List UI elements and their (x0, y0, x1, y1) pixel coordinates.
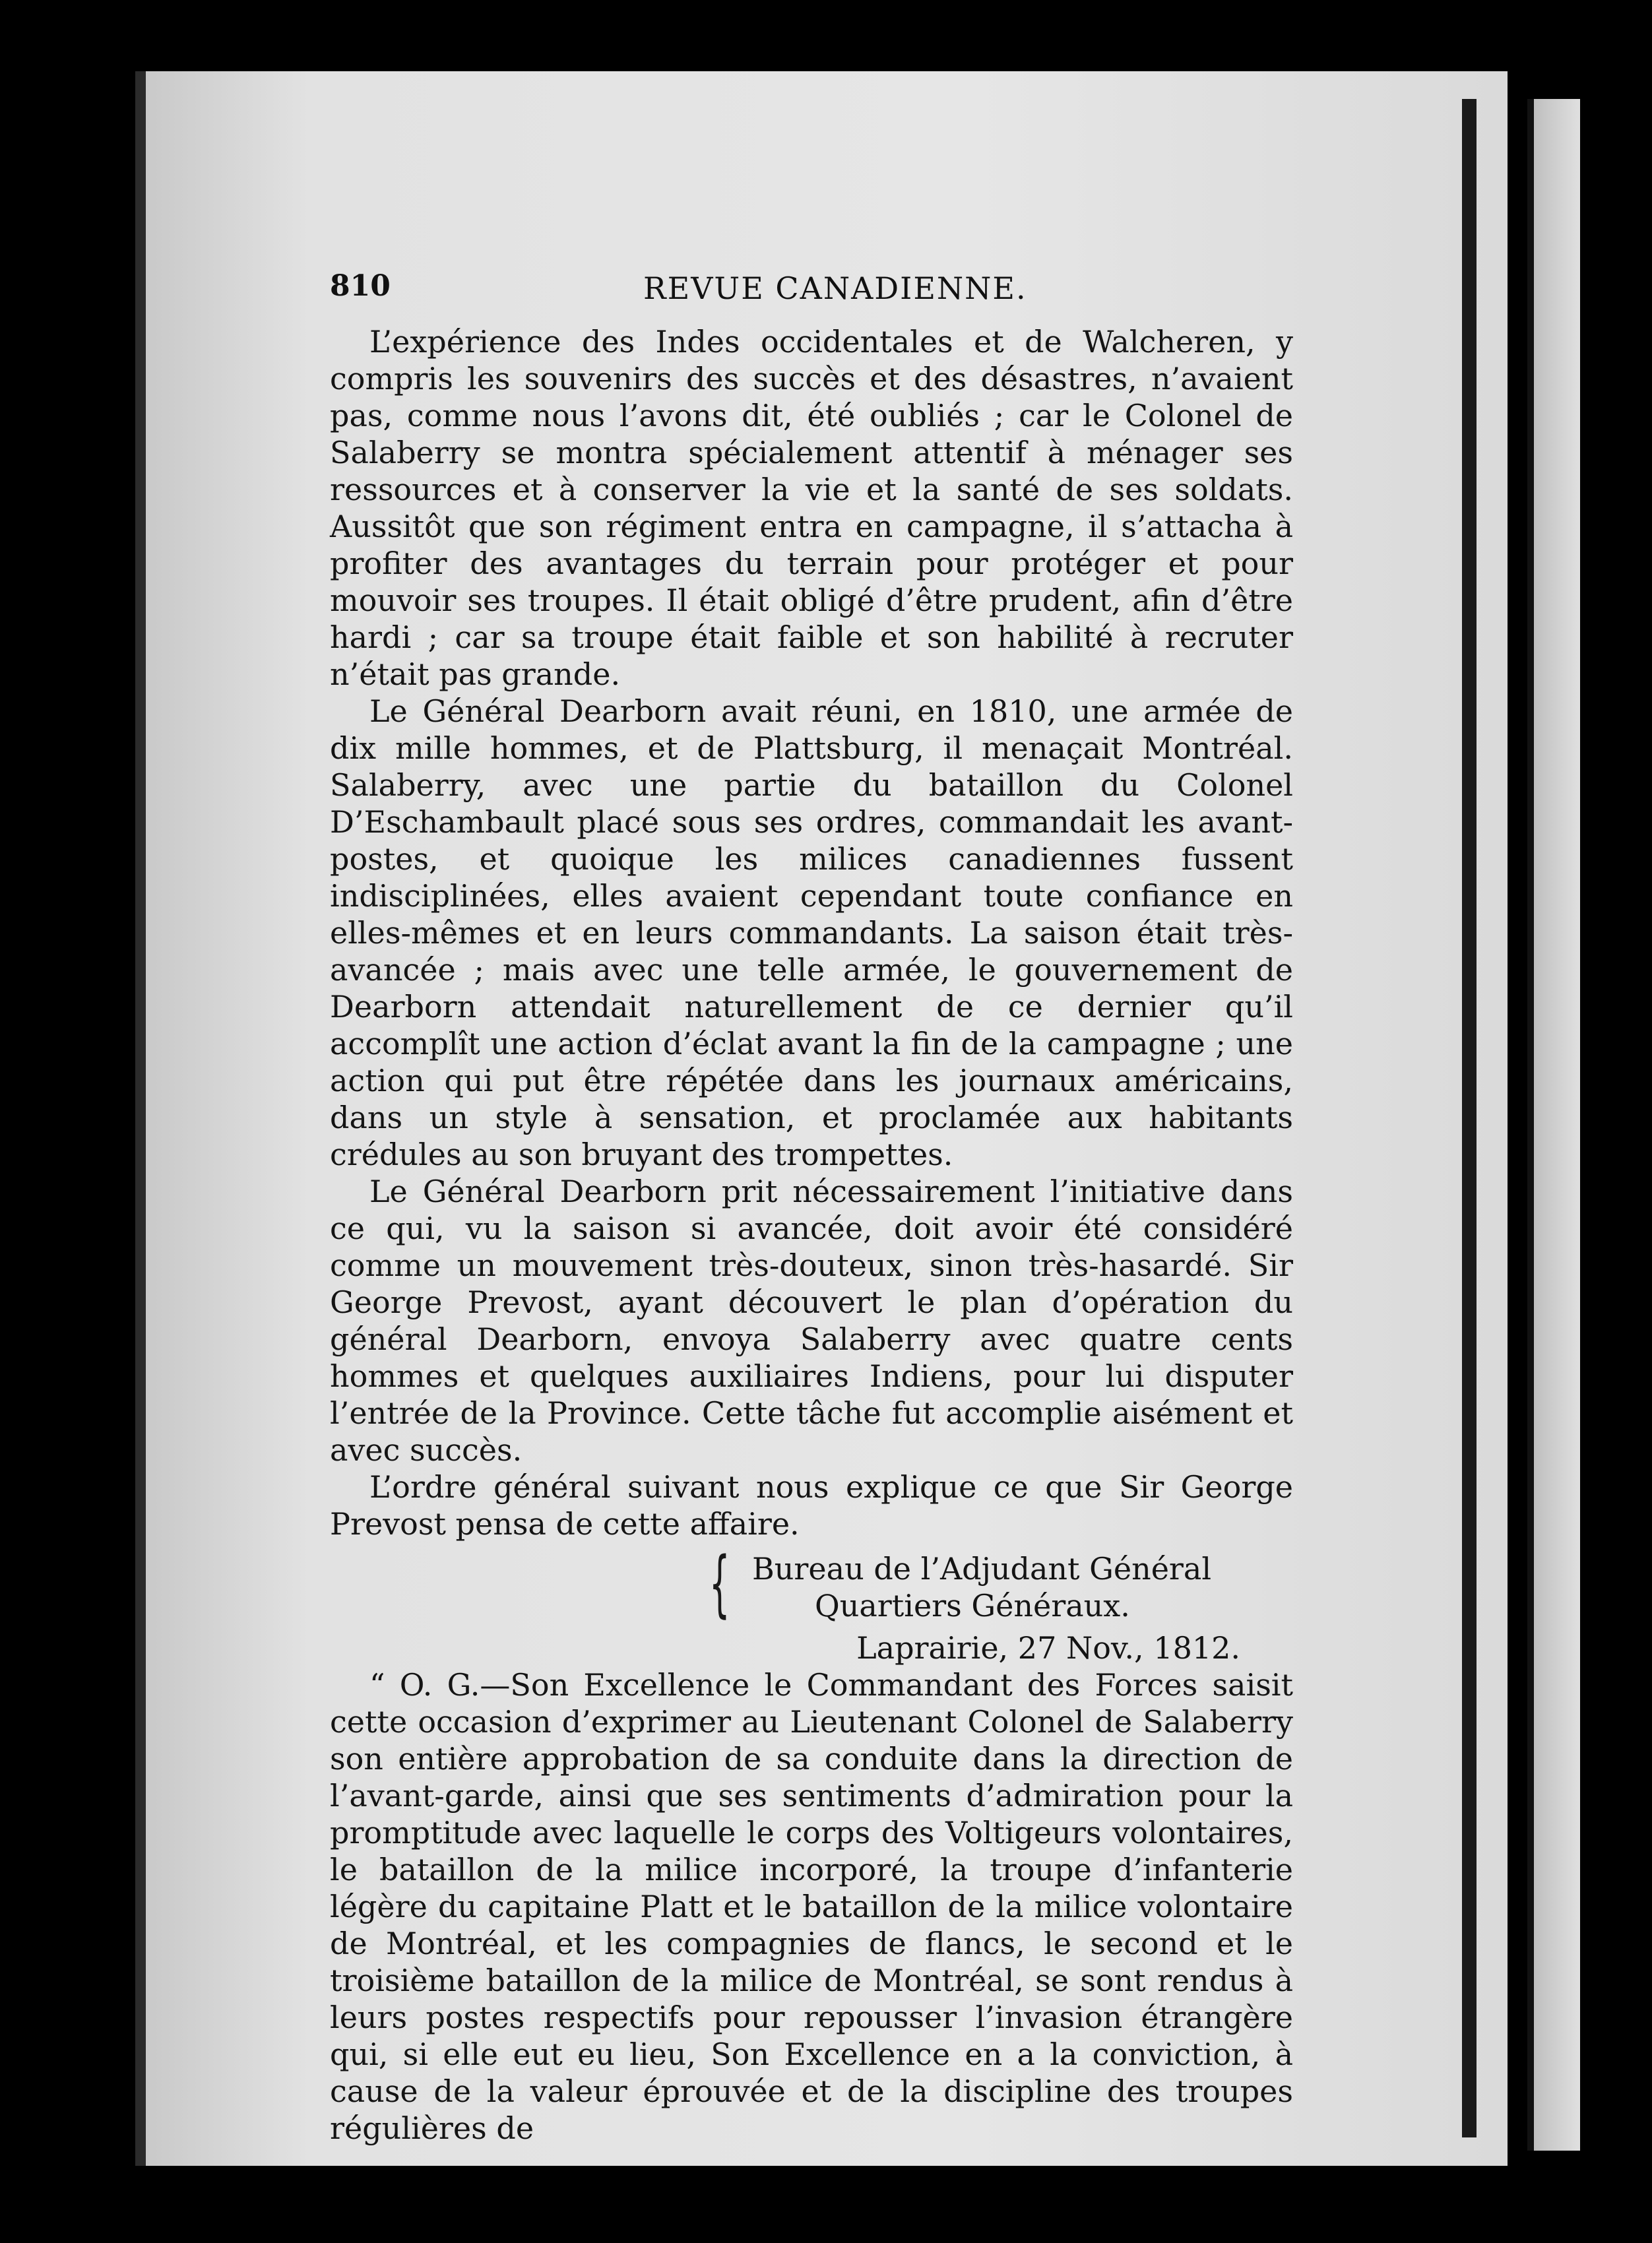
address-brace: { (709, 1541, 730, 1626)
dateline: Laprairie, 27 Nov., 1812. (856, 1630, 1240, 1666)
paragraph-3: Le Général Dearborn prit nécessairement l’initiative dans ce qui, vu la saison si avancée, doit avoir été considéré comme un mouvement très-douteux, sinon très-hasardé. Sir George Prevost, ayant découvert le plan d’opération du général Dearborn, envoya Salaberry avec quatre cents hommes et quelques auxiliaires Indiens, pour lui disputer l’entrée de la Province. Cette tâche fut accomplie aisément et avec succès. (330, 1174, 1293, 1468)
running-title: REVUE CANADIENNE. (643, 270, 1027, 306)
paragraph-2: Le Général Dearborn avait réuni, en 1810, une armée de dix mille hommes, et de Plattsburg, il menaçait Montréal. Salaberry, avec une partie du bataillon du Colonel D’Eschambault placé sous ses ordres, commandait les avant-postes, et quoique les milices canadiennes fussent indisciplinées, elles avaient cependant toute confiance en elles-mêmes et en leurs commandants. La saison était très-avancée ; mais avec une telle armée, le gouvernement de Dearborn attendait naturellement de ce dernier qu’il accomplît une action d’éclat avant la fin de la campagne ; une action qui put être répétée dans les journaux américains, dans un style à sensation, et proclamée aux habitants crédules au son bruyant des trompettes. (330, 693, 1293, 1172)
paragraph-1: L’expérience des Indes occidentales et de Walcheren, y compris les souvenirs des succès et des désastres, n’avaient pas, comme nous l’avons dit, été oubliés ; car le Colonel de Salaberry se montra spécialement attentif à ménager ses ressources et à conserver la vie et la santé de ses soldats. Aussitôt que son régiment entra en campagne, il s’attacha à profiter des avantages du terrain pour protéger et pour mouvoir ses troupes. Il était obligé d’être prudent, afin d’être hardi ; car sa troupe était faible et son habilité à recruter n’était pas grande. (330, 324, 1293, 692)
paragraph-4: L’ordre général suivant nous explique ce que Sir George Prevost pensa de cette affaire. (330, 1469, 1293, 1542)
adjacent-page-edge (1527, 99, 1580, 2151)
order-address (330, 1541, 1293, 1626)
address-line-2: Quartiers Généraux. (815, 1588, 1130, 1624)
body-text (330, 323, 1293, 2147)
page-binding-edge (1462, 99, 1477, 2137)
page-number: 810 (330, 269, 391, 303)
page-header (330, 269, 1293, 315)
order-paragraph: “ O. G.—Son Excellence le Commandant des Forces saisit cette occasion d’exprimer au Lieutenant Colonel de Salaberry son entière approbation de sa conduite dans la direction de l’avant-garde, ainsi que ses sentiments d’admiration pour la promptitude avec laquelle le corps des Voltigeurs volontaires, le bataillon de la milice incorporé, la troupe d’infanterie légère du capitaine Platt et le bataillon de la milice volontaire de Montréal, et les compagnies de flancs, le second et le troisième bataillon de la milice de Montréal, se sont rendus à leurs postes respectifs pour repousser l’invasion étrangère qui, si elle eut eu lieu, Son Excellence en a la conviction, à cause de la valeur éprouvée et de la discipline des troupes régulières de (330, 1667, 1293, 2146)
address-line-1: Bureau de l’Adjudant Général (752, 1551, 1212, 1587)
